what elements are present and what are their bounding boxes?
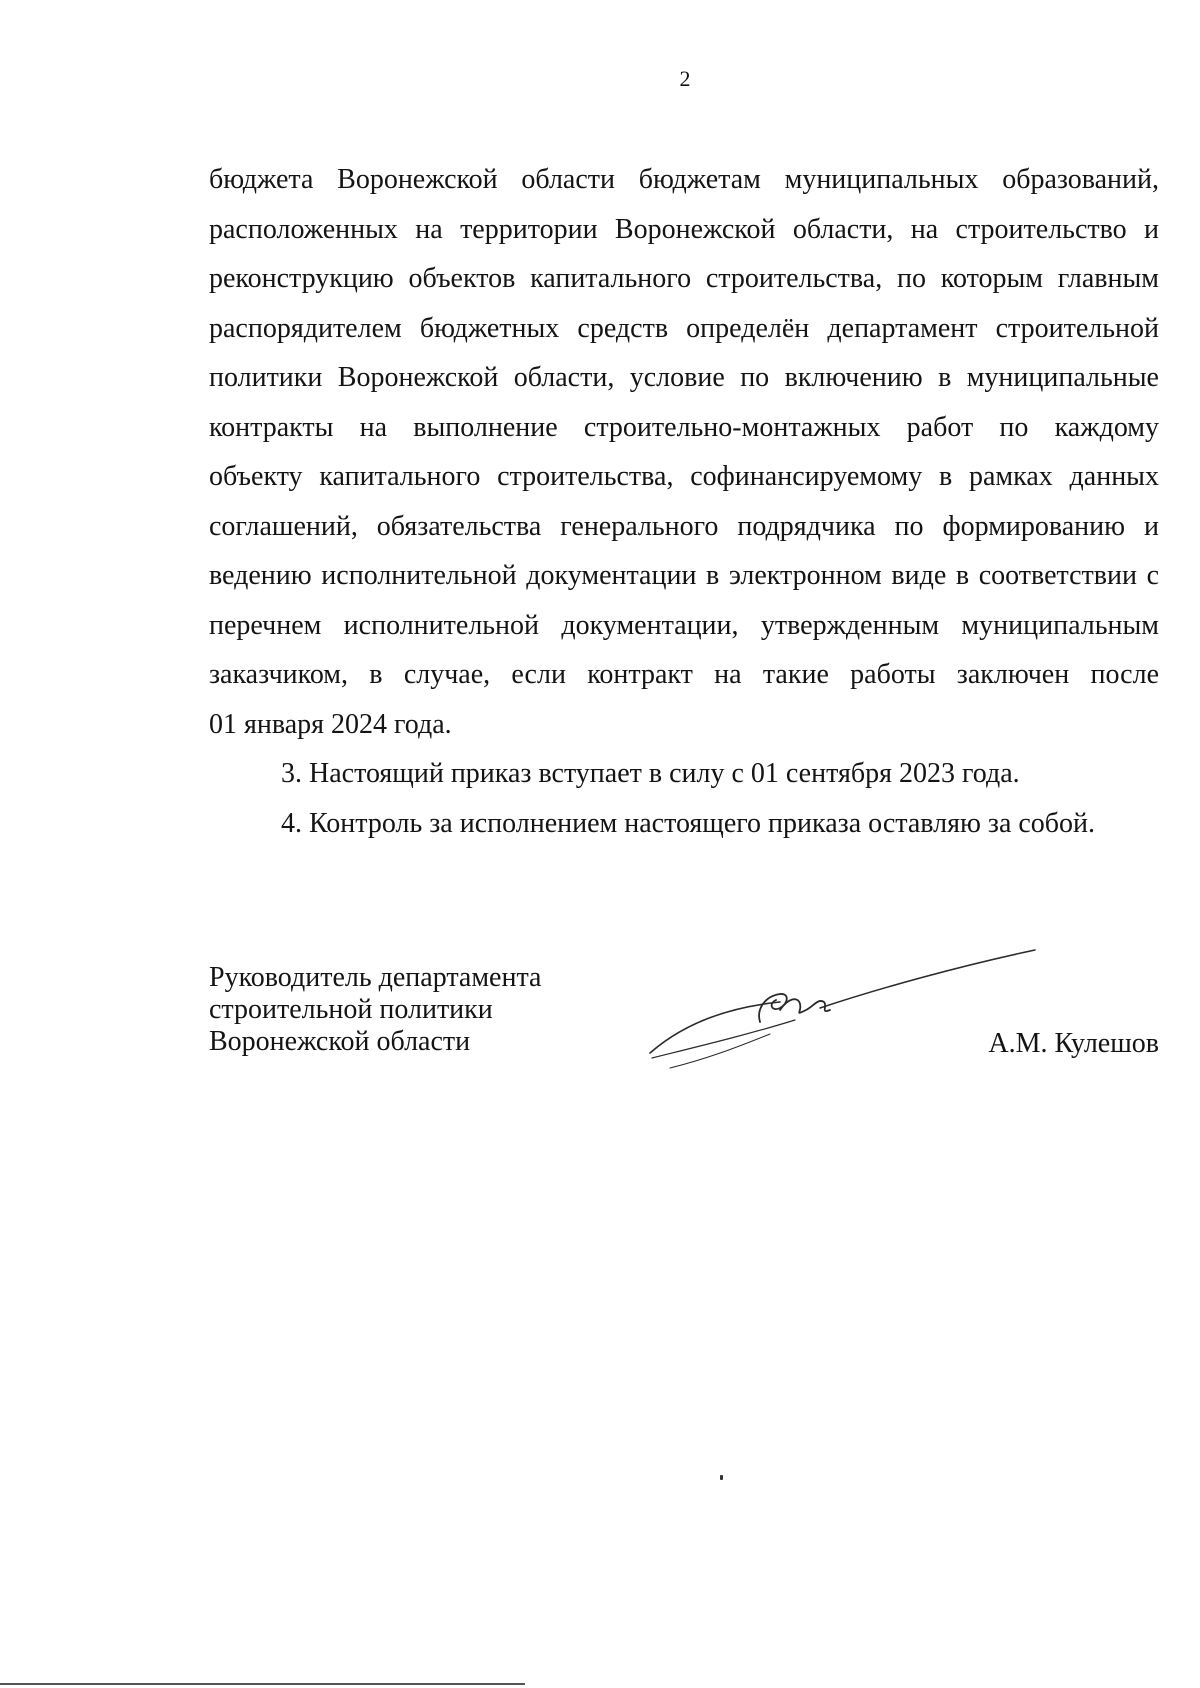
text-line: объекту капитального строительства, софинансируемому в рамках данных	[209, 463, 1159, 492]
text-line: перечнем исполнительной документации, утвержденным муниципальным	[209, 611, 1159, 641]
signer-name: А.М. Кулешов	[988, 1028, 1159, 1059]
text-line: распорядителем бюджетных средств определён департамент строительной	[209, 314, 1159, 344]
signer-title-line: строительной политики	[209, 994, 493, 1025]
text-line: политики Воронежской области, условие по включению в муниципальные	[209, 364, 1159, 393]
document-body	[209, 166, 1159, 859]
text-line: заказчиком, в случае, если контракт на такие работы заключен после	[209, 661, 1159, 690]
paragraph-4: 4. Контроль за исполнением настоящего приказа оставляю за собой.	[281, 807, 1096, 839]
text-line: 01 января 2024 года.	[209, 710, 452, 740]
text-line: реконструкцию объектов капитального строительства, по которым главным	[209, 265, 1159, 294]
text-line: расположенных на территории Воронежской области, на строительство и	[209, 215, 1159, 245]
signer-title-line: Воронежской области	[209, 1026, 471, 1057]
text-line: ведению исполнительной документации в электронном виде в соответствии с	[209, 562, 1159, 591]
signer-title-line: Руководитель департамента	[209, 962, 542, 993]
text-line: соглашений, обязательства генерального подрядчика по формированию и	[209, 512, 1159, 542]
scan-edge-line	[0, 1683, 525, 1685]
scan-speck	[720, 1475, 723, 1480]
page-number: 2	[679, 66, 691, 91]
text-line: контракты на выполнение строительно-монтажных работ по каждому	[209, 413, 1159, 443]
text-line: бюджета Воронежской области бюджетам муниципальных образований,	[209, 166, 1159, 195]
handwritten-signature	[630, 938, 1050, 1088]
paragraph-3: 3. Настоящий приказ вступает в силу с 01 сентября 2023 года.	[281, 758, 1020, 789]
